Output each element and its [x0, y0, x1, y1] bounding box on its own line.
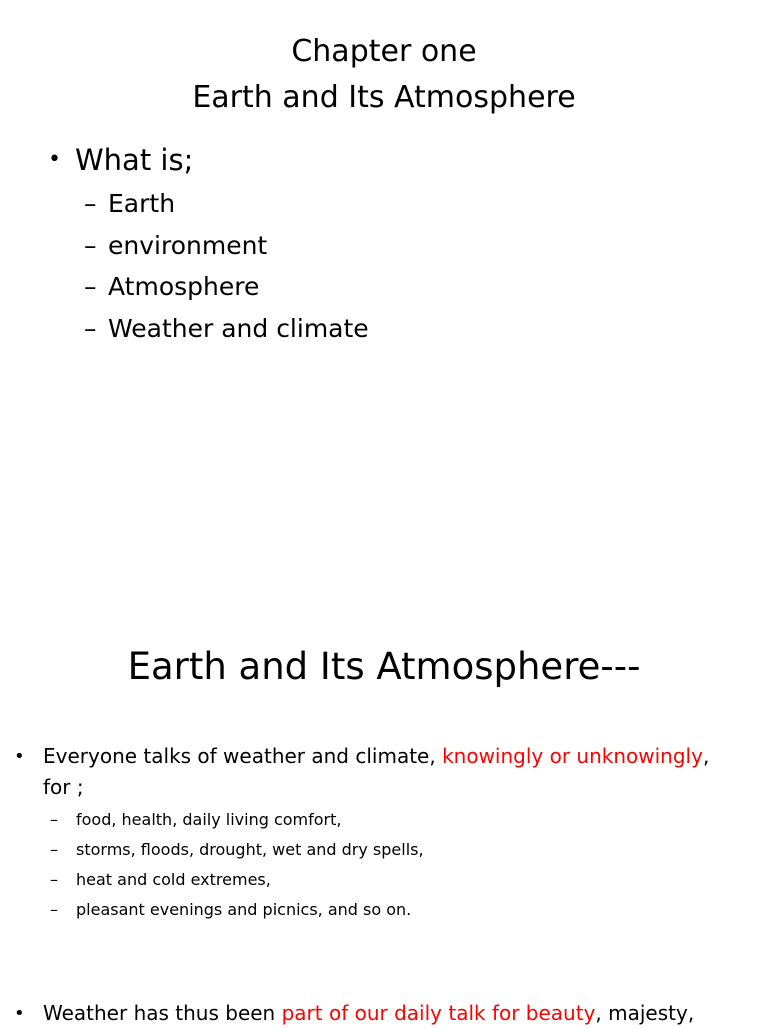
- bullet-marker: •: [48, 147, 61, 172]
- slide-title: Earth and Its Atmosphere---: [127, 645, 641, 688]
- subitem-text: heat and cold extremes,: [76, 870, 271, 889]
- bullet-marker: •: [14, 746, 25, 767]
- text-segment: , for ;: [43, 744, 710, 799]
- dash-marker: –: [84, 314, 97, 343]
- highlighted-text: part of our daily talk for beauty: [281, 1001, 596, 1025]
- subitem-text: Atmosphere: [108, 272, 260, 301]
- subitem-text: Weather and climate: [108, 314, 369, 343]
- subitem-text: storms, floods, drought, wet and dry spells,: [76, 840, 424, 859]
- text-segment: , majesty,: [595, 1001, 695, 1025]
- dash-marker: –: [84, 272, 97, 301]
- bullet-text: [43, 741, 743, 803]
- dash-marker: –: [50, 810, 58, 829]
- dash-marker: –: [84, 231, 97, 260]
- slide-2: [0, 620, 768, 1024]
- subitem-text: Earth: [108, 189, 176, 218]
- bullet-text: [43, 998, 743, 1029]
- subitem-text: pleasant evenings and picnics, and so on.: [76, 900, 412, 919]
- bullet-text: What is;: [75, 143, 194, 177]
- dash-marker: –: [50, 840, 58, 859]
- text-segment: Everyone talks of weather and climate,: [43, 744, 443, 768]
- bullet-marker: •: [14, 1003, 25, 1024]
- slide-title-line-1: Chapter one: [291, 34, 477, 69]
- subitem-text: environment: [108, 231, 268, 260]
- dash-marker: –: [50, 870, 58, 889]
- slide-1: [0, 0, 768, 384]
- slide-title-line-2: Earth and Its Atmosphere: [192, 80, 576, 115]
- dash-marker: –: [84, 189, 97, 218]
- highlighted-text: knowingly or unknowingly: [442, 744, 703, 768]
- dash-marker: –: [50, 900, 58, 919]
- text-segment: Weather has thus been: [43, 1001, 282, 1025]
- subitem-text: food, health, daily living comfort,: [76, 810, 342, 829]
